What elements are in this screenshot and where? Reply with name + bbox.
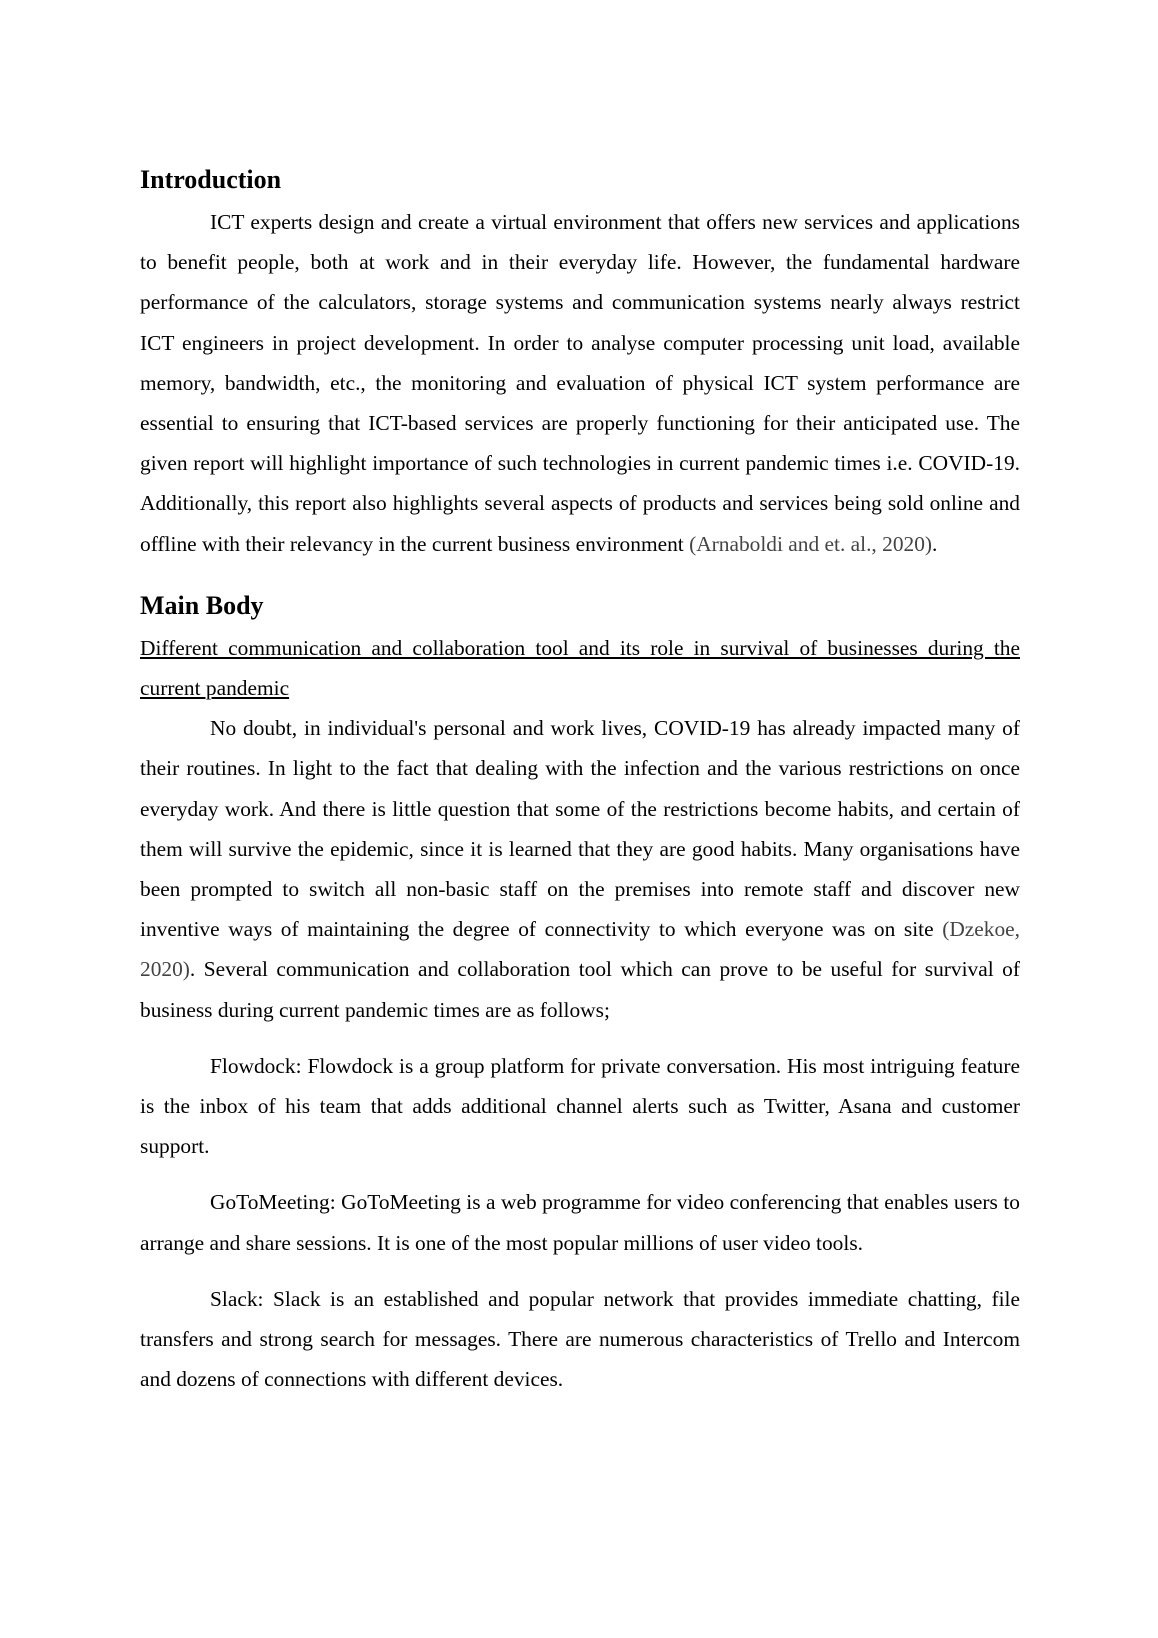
- introduction-text: ICT experts design and create a virtual environment that offers new services and applications to benefit people, both at work and in their everyday life. However, the fundamental hardware performance of the calculators, storage systems and communication systems nearly always restrict ICT engineers in project development. In order to analyse computer processing unit load, available memory, bandwidth, etc., the monitoring and evaluation of physical ICT system performance are essential to ensuring that ICT-based services are properly functioning for their anticipated use. The given report will highlight importance of such technologies in current pandemic times i.e. COVID-19. Additionally, this report also highlights several aspects of products and services being sold online and offline with their relevancy in the current business environment: [140, 210, 1020, 556]
- citation: (Dzekoe, 2020): [140, 917, 1020, 982]
- main-body-heading: Main Body: [140, 590, 264, 620]
- gotomeeting-paragraph: GoToMeeting: GoToMeeting is a web programme for video conferencing that enables users to arrange and share sessions. It is one of the most popular millions of user video tools.: [140, 1190, 1020, 1255]
- section-subheading: Different communication and collaboration tool and its role in survival of businesses during the current pandemic: [140, 635, 1020, 701]
- citation: (Arnaboldi and et. al., 2020): [689, 531, 933, 556]
- paragraph-text: No doubt, in individual's personal and work lives, COVID-19 has already impacted many of their routines. In light to the fact that dealing with the infection and the various restrictions on once everyday work. And there is little question that some of the restrictions become habits, and certain of them will survive the epidemic, since it is learned that they are good habits. Many organisations have been prompted to switch all non-basic staff on the premises into remote staff and discover new inventive ways of maintaining the degree of connectivity to which everyone was on site: [140, 716, 1020, 942]
- introduction-heading: Introduction: [140, 165, 282, 194]
- paragraph-text: . Several communication and collaboration tool which can prove to be useful for survival of business during current pandemic times are as follows;: [140, 957, 1020, 1022]
- main-body-paragraph: [140, 708, 1020, 1030]
- document-page: [140, 158, 1020, 1399]
- slack-paragraph: Slack: Slack is an established and popular network that provides immediate chatting, file transfers and strong search for messages. There are numerous characteristics of Trello and Intercom and dozens of connections with different devices.: [140, 1286, 1020, 1392]
- flowdock-paragraph: Flowdock: Flowdock is a group platform for private conversation. His most intriguing feature is the inbox of his team that adds additional channel alerts such as Twitter, Asana and customer support.: [140, 1053, 1020, 1159]
- introduction-paragraph: [140, 202, 1020, 564]
- period: .: [932, 531, 938, 556]
